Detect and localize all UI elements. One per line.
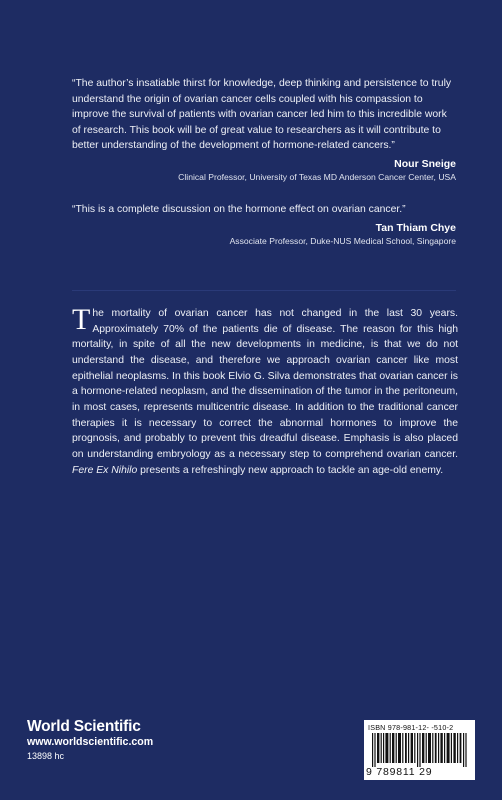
barcode-digits: 9 789811 29: [366, 766, 433, 778]
isbn-number: ISBN 978-981-12- -510-2: [368, 723, 454, 732]
description-text-part-2: presents a refreshingly new approach to tackle an age-old enemy.: [137, 464, 444, 476]
quote-author-affiliation-2: Associate Professor, Duke-NUS Medical School, Singapore: [229, 235, 456, 246]
quote-author-1: Nour Sneige: [394, 157, 456, 170]
book-title-italic: Fere Ex Nihilo: [72, 464, 138, 476]
book-description: [72, 303, 458, 478]
description-paragraph: [72, 303, 458, 478]
quote-text-2: “This is a complete discussion on the hormone effect on ovarian cancer.”: [72, 203, 406, 215]
endorsements: [72, 76, 456, 247]
product-code: 13898 hc: [27, 751, 65, 761]
isbn-barcode: [364, 720, 475, 780]
quote-author-affiliation-1: Clinical Professor, University of Texas MD Anderson Cancer Center, USA: [178, 171, 456, 182]
description-text-part-1: he mortality of ovarian cancer has not changed in the last 30 years. Approximately 70% of the patients die of disease. The reason for this high mortality, in spite of all the new developments in medicine, is that we do not understand the disease, and therefore we approach ovarian cancer like most epithelial neoplasms. In this book Elvio G. Silva demonstrates that ovarian cancer is a hormone-related neoplasm, and the dissemination of the tumor in the peritoneum, in most cases, represents multicentric disease. In addition to the traditional cancer therapies it is necessary to correct the abnormal hormones to improve the prognosis, and probably to prevent this dreadful disease. Emphasis is also placed on understanding embryology as a necessary step to comprehend ovarian cancer.: [72, 308, 458, 460]
barcode-bars-icon: [372, 733, 469, 767]
publisher-name: World Scientific: [27, 718, 141, 735]
dropcap-letter: T: [72, 303, 91, 336]
publisher-block: [27, 718, 153, 763]
section-divider: [72, 290, 456, 291]
quote-author-2: Tan Thiam Chye: [375, 221, 456, 234]
quote-text-1: “The author’s insatiable thirst for knowledge, deep thinking and persistence to truly understand the origin of ovarian cancer cells coupled with his compassion to improve the survival of patients with ovarian cancer led him to this incredible work of research. This book will be of great value to researchers as it will contribute to better understanding of the development of hormone-related cancers.”: [72, 78, 452, 152]
publisher-url: www.worldscientific.com: [27, 736, 154, 748]
